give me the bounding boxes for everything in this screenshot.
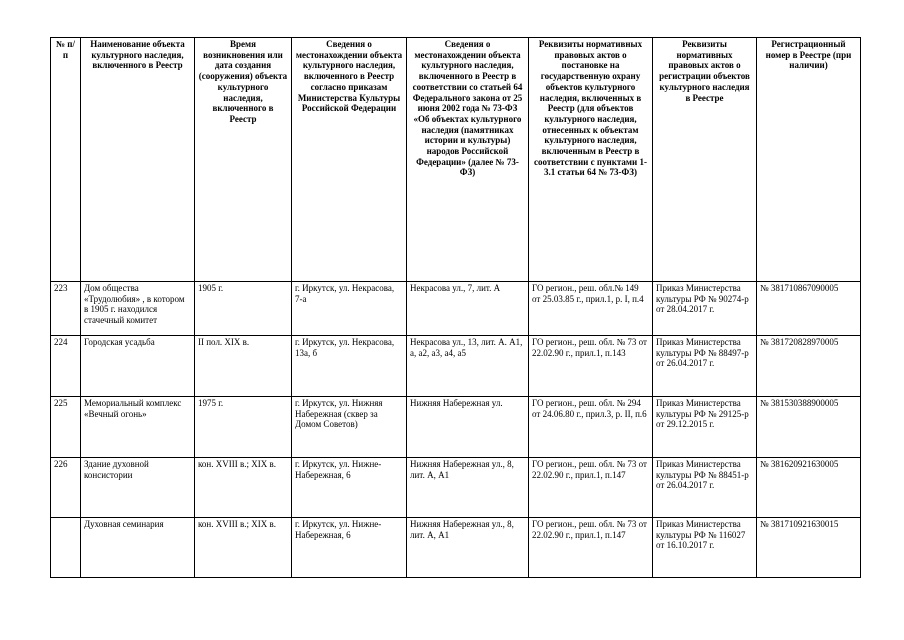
table-row xyxy=(51,336,861,397)
cell-registration-number: № 381620921630005 xyxy=(757,458,861,518)
cell-protection-acts: ГО регион., реш. обл.№ 149 от 25.03.85 г., прил.1, р. I, п.4 xyxy=(529,282,653,336)
header-protection-acts: Реквизиты нормативных правовых актов о постановке на государственную охрану объектов культурного наследия, включенных в Реестр (для объектов культурного наследия, отнесенных к объектам культурного наследия, включенным в Реестр в соответствии с пунктами 1-3.1 статьи 64 № 73-ФЗ) xyxy=(529,38,653,282)
cell-object-name: Духовная семинария xyxy=(81,518,195,578)
header-creation-date: Время возникновения или дата создания (сооружения) объекта культурного наследия, включенного в Реестр xyxy=(195,38,292,282)
heritage-registry-table xyxy=(50,37,861,578)
cell-number xyxy=(51,518,81,578)
table-row xyxy=(51,458,861,518)
cell-registration-number: № 381710867090005 xyxy=(757,282,861,336)
cell-location-law: Нижняя Набережная ул. xyxy=(407,397,529,458)
cell-object-name: Мемориальный комплекс «Вечный огонь» xyxy=(81,397,195,458)
cell-location-ministry: г. Иркутск, ул. Нижне-Набережная, 6 xyxy=(292,458,407,518)
cell-registration-acts: Приказ Министерства культуры РФ № 88451-р от 26.04.2017 г. xyxy=(653,458,757,518)
cell-registration-number: № 381720828970005 xyxy=(757,336,861,397)
cell-creation-date: кон. XVIII в.; XIX в. xyxy=(195,518,292,578)
cell-creation-date: 1975 г. xyxy=(195,397,292,458)
cell-location-law: Некрасова ул., 13, лит. А. А1, а, а2, а3, а4, а5 xyxy=(407,336,529,397)
cell-registration-acts: Приказ Министерства культуры РФ № 29125-р от 29.12.2015 г. xyxy=(653,397,757,458)
cell-protection-acts: ГО регион., реш. обл. № 73 от 22.02.90 г., прил.1, п.143 xyxy=(529,336,653,397)
cell-registration-acts: Приказ Министерства культуры РФ № 116027 от 16.10.2017 г. xyxy=(653,518,757,578)
cell-registration-acts: Приказ Министерства культуры РФ № 90274-р от 28.04.2017 г. xyxy=(653,282,757,336)
header-location-law: Сведения о местонахождении объекта культурного наследия, включенного в Реестр в соответствии со статьей 64 Федерального закона от 25 июня 2002 года № 73-ФЗ «Об объектах культурного наследия (памятниках истории и культуры) народов Российской Федерации» (далее № 73-ФЗ) xyxy=(407,38,529,282)
cell-number: 223 xyxy=(51,282,81,336)
cell-location-ministry: г. Иркутск, ул. Нижняя Набережная (сквер за Домом Советов) xyxy=(292,397,407,458)
cell-registration-acts: Приказ Министерства культуры РФ № 88497-р от 26.04.2017 г. xyxy=(653,336,757,397)
cell-number: 226 xyxy=(51,458,81,518)
cell-location-ministry: г. Иркутск, ул. Некрасова, 7-а xyxy=(292,282,407,336)
cell-object-name: Городская усадьба xyxy=(81,336,195,397)
cell-location-law: Нижняя Набережная ул., 8, лит. А, А1 xyxy=(407,518,529,578)
header-registration-number: Регистрационный номер в Реестре (при наличии) xyxy=(757,38,861,282)
cell-location-law: Нижняя Набережная ул., 8, лит. А, А1 xyxy=(407,458,529,518)
cell-protection-acts: ГО регион., реш. обл. № 294 от 24.06.80 г., прил.3, р. II, п.6 xyxy=(529,397,653,458)
cell-protection-acts: ГО регион., реш. обл. № 73 от 22.02.90 г., прил.1, п.147 xyxy=(529,518,653,578)
cell-location-ministry: г. Иркутск, ул. Некрасова, 13а, б xyxy=(292,336,407,397)
cell-object-name: Здание духовной консистории xyxy=(81,458,195,518)
header-registration-acts: Реквизиты нормативных правовых актов о регистрации объектов культурного наследия в Реестре xyxy=(653,38,757,282)
cell-number: 224 xyxy=(51,336,81,397)
cell-registration-number: № 381530388900005 xyxy=(757,397,861,458)
table-header-row xyxy=(51,38,861,282)
cell-creation-date: кон. XVIII в.; XIX в. xyxy=(195,458,292,518)
cell-registration-number: № 381710921630015 xyxy=(757,518,861,578)
cell-location-law: Некрасова ул., 7, лит. А xyxy=(407,282,529,336)
header-number: № п/п xyxy=(51,38,81,282)
table-row xyxy=(51,518,861,578)
cell-number: 225 xyxy=(51,397,81,458)
table-row xyxy=(51,282,861,336)
header-location-ministry: Сведения о местонахождении объекта культурного наследия, включенного в Реестр согласно приказам Министерства Культуры Российской Федерации xyxy=(292,38,407,282)
table-row xyxy=(51,397,861,458)
cell-object-name: Дом общества «Трудолюбия» , в котором в 1905 г. находился стачечный комитет xyxy=(81,282,195,336)
cell-location-ministry: г. Иркутск, ул. Нижне-Набережная, 6 xyxy=(292,518,407,578)
header-object-name: Наименование объекта культурного наследия, включенного в Реестр xyxy=(81,38,195,282)
cell-protection-acts: ГО регион., реш. обл. № 73 от 22.02.90 г., прил.1, п.147 xyxy=(529,458,653,518)
cell-creation-date: II пол. XIX в. xyxy=(195,336,292,397)
cell-creation-date: 1905 г. xyxy=(195,282,292,336)
